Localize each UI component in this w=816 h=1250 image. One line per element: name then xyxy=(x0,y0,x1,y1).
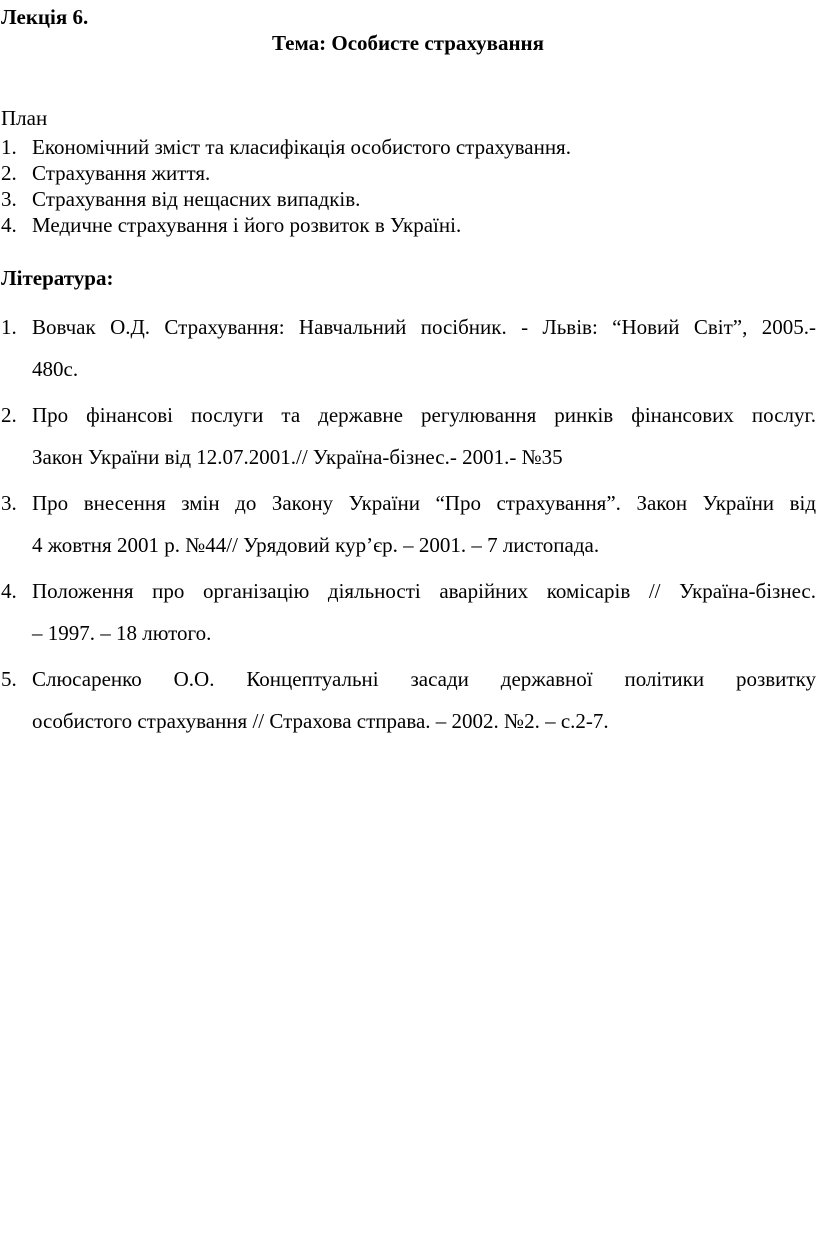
literature-item-number: 3. xyxy=(1,491,17,515)
literature-item-line: Про внесення змін до Закону України “Про страхування”. Закон України від xyxy=(32,491,816,515)
literature-heading: Література: xyxy=(1,266,114,290)
plan-item-number: 4. xyxy=(1,213,17,237)
literature-item-line: Положення про організацію діяльності аварійних комісарів // Україна-бізнес. xyxy=(32,579,816,603)
literature-item xyxy=(0,306,816,390)
plan-item xyxy=(0,187,816,213)
plan-item xyxy=(0,161,816,187)
literature-item-line: – 1997. – 18 лютого. xyxy=(32,621,212,645)
plan-item-number: 2. xyxy=(1,161,17,185)
literature-item-line: особистого страхування // Страхова стправа. – 2002. №2. – с.2-7. xyxy=(32,709,609,733)
plan-item-number: 1. xyxy=(1,135,17,159)
literature-item-number: 4. xyxy=(1,579,17,603)
plan-heading: План xyxy=(1,106,48,130)
literature-item xyxy=(0,570,816,654)
plan-list xyxy=(0,135,816,239)
plan-item-text: Страхування життя. xyxy=(32,161,211,185)
plan-item xyxy=(0,135,816,161)
literature-item-line: 4 жовтня 2001 р. №44// Урядовий кур’єр. – 2001. – 7 листопада. xyxy=(32,533,600,557)
literature-item-number: 5. xyxy=(1,667,17,691)
plan-item-text: Страхування від нещасних випадків. xyxy=(32,187,361,211)
literature-item-line: 480с. xyxy=(32,357,79,381)
literature-item xyxy=(0,658,816,742)
lecture-topic: Тема: Особисте страхування xyxy=(271,31,545,55)
plan-item-number: 3. xyxy=(1,187,17,211)
literature-list xyxy=(0,306,816,746)
literature-item-line: Вовчак О.Д. Страхування: Навчальний посібник. - Львів: “Новий Світ”, 2005.- xyxy=(32,315,816,339)
literature-item-line: Про фінансові послуги та державне регулювання ринків фінансових послуг. xyxy=(32,403,816,427)
plan-item-text: Медичне страхування і його розвиток в Україні. xyxy=(32,213,462,237)
plan-item-text: Економічний зміст та класифікація особистого страхування. xyxy=(32,135,571,159)
literature-item-number: 1. xyxy=(1,315,17,339)
literature-item xyxy=(0,394,816,478)
literature-item-line: Закон України від 12.07.2001.// Україна-бізнес.- 2001.- №35 xyxy=(32,445,563,469)
literature-item xyxy=(0,482,816,566)
literature-item-number: 2. xyxy=(1,403,17,427)
plan-item xyxy=(0,213,816,239)
literature-item-line: Слюсаренко О.О. Концептуальні засади державної політики розвитку xyxy=(32,667,816,691)
lecture-number: Лекція 6. xyxy=(1,5,89,29)
